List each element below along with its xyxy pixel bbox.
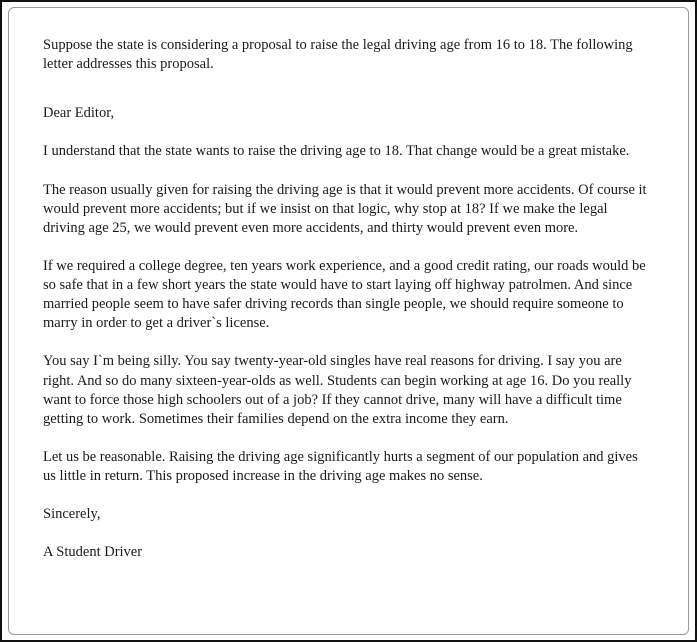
salutation: Dear Editor, [43,105,115,122]
paragraph: I understand that the state wants to raise the driving age to 18. That change would be a great mistake. [43,143,630,160]
letter-body [43,36,648,562]
signature: A Student Driver [43,544,143,561]
letter-panel [8,7,689,635]
intro-paragraph: Suppose the state is considering a proposal to raise the legal driving age from 16 to 18. The following letter addresses this proposal. [43,37,633,73]
paragraph: You say I`m being silly. You say twenty-year-old singles have real reasons for driving. I say you are right. And so do many sixteen-year-olds as well. Students can begin working at age 16. Do you really want to force those high schoolers out of a job? If they cannot drive, many will have a difficult time getting to work. Sometimes their families depend on the extra income they earn. [43,353,632,427]
paragraph: Let us be reasonable. Raising the driving age significantly hurts a segment of our population and gives us little in return. This proposed increase in the driving age makes no sense. [43,448,638,484]
paragraph: If we required a college degree, ten years work experience, and a good credit rating, our roads would be so safe that in a few short years the state would have to start laying off highway patrolmen. And since married people seem to have safer driving records than single people, we should require someone to marry in order to get a driver`s license. [43,257,646,332]
closing: Sincerely, [43,506,101,523]
paragraph: The reason usually given for raising the driving age is that it would prevent more accidents. Of course it would prevent more accidents; but if we insist on that logic, why stop at 18? If we make the legal driving age 25, we would prevent even more accidents, and thirty would prevent even more. [43,181,647,236]
